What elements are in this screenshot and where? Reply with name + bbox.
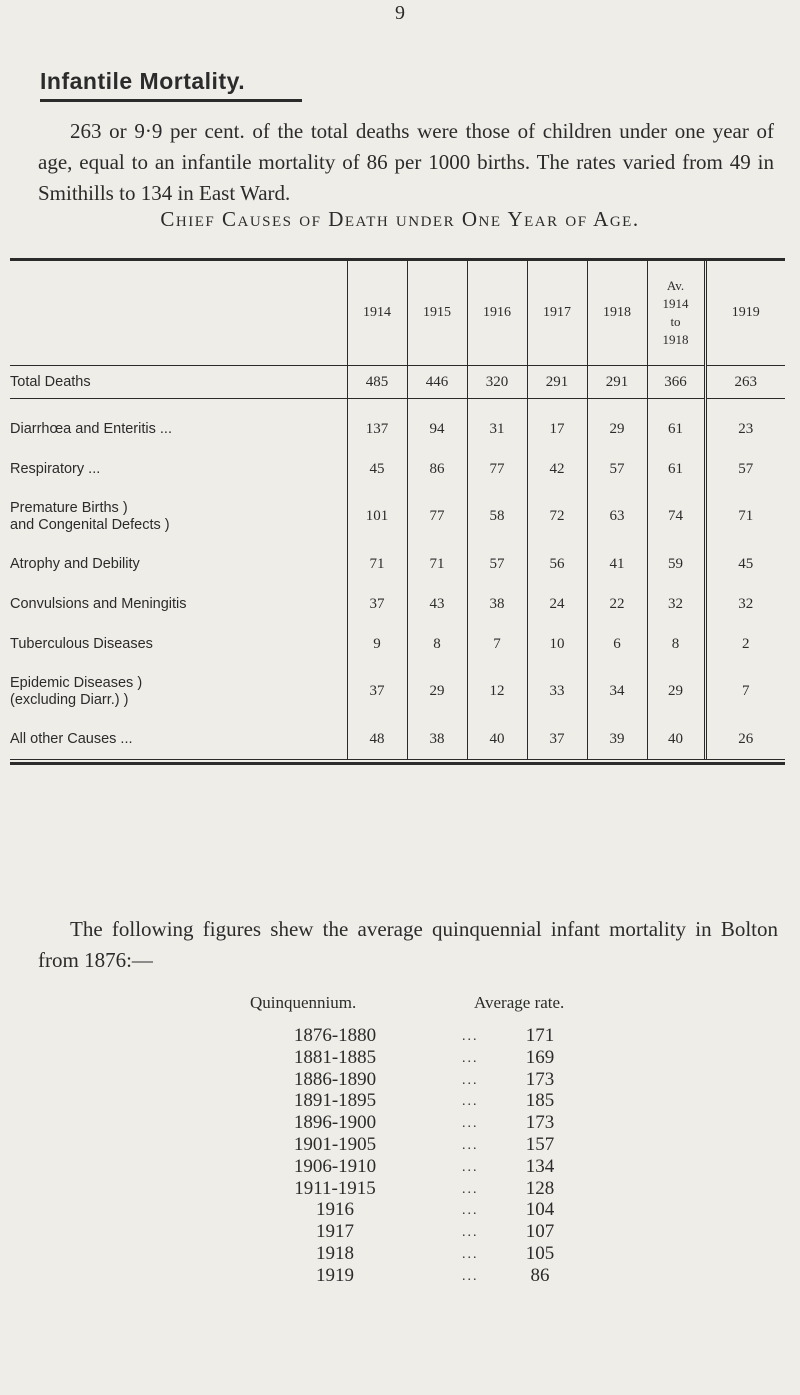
table-cell: 86 [407, 449, 467, 489]
row-label [10, 489, 347, 544]
row-label-text: Convulsions and Meningitis [10, 595, 187, 612]
header-year: 1917 [527, 261, 587, 366]
list-item [0, 1243, 800, 1265]
table-cell: 43 [407, 584, 467, 624]
quinquennium-period: 1881-1885 [293, 1046, 377, 1068]
table-cell: 26 [705, 719, 785, 759]
table-cell: 291 [587, 366, 647, 399]
spacer-cell [467, 399, 527, 410]
leader-dots: ... [462, 1072, 479, 1088]
spacer-row [10, 399, 785, 410]
table-cell: 71 [347, 544, 407, 584]
table-cell: 57 [587, 449, 647, 489]
table-cell: 8 [647, 624, 705, 664]
table-cell: 37 [347, 584, 407, 624]
list-item [0, 1178, 800, 1200]
average-rate: 173 [525, 1112, 555, 1134]
table-cell: 32 [647, 584, 705, 624]
table-cell: 48 [347, 719, 407, 759]
list-item [0, 1069, 800, 1091]
row-label-text: Atrophy and Debility [10, 555, 140, 572]
list-item [0, 1047, 800, 1069]
row-label-text: Tuberculous Diseases [10, 635, 153, 652]
list-item [0, 1025, 800, 1047]
intro-paragraph [38, 116, 774, 209]
row-label-text: and Congenital Defects ) [10, 516, 170, 533]
quinquennium-period: 1876-1880 [293, 1025, 377, 1046]
list-item [0, 1221, 800, 1243]
row-label-text: Diarrhœa and Enteritis ... [10, 420, 172, 437]
table-cell: 7 [705, 664, 785, 719]
row-label [10, 449, 347, 489]
table-cell: 101 [347, 489, 407, 544]
total-deaths-row [10, 366, 785, 399]
leader-dots: ... [462, 1050, 479, 1066]
table-cell: 320 [467, 366, 527, 399]
spacer-cell [705, 399, 785, 410]
row-label-text: Total Deaths [10, 373, 91, 390]
leader-dots: ... [462, 1029, 479, 1044]
quinquennium-period: 1901-1905 [293, 1133, 377, 1155]
table-title: Chief Causes of Death under One Year of Age. [160, 207, 640, 231]
quinquennial-paragraph [38, 914, 778, 976]
page-number: 9 [395, 2, 405, 24]
heading-underline [40, 99, 302, 102]
mortality-table-wrap [10, 258, 785, 765]
spacer-cell [347, 399, 407, 410]
table-row [10, 544, 785, 584]
row-label-text: Epidemic Diseases ) [10, 674, 143, 691]
table-cell: 29 [647, 664, 705, 719]
row-label [10, 719, 347, 759]
header-average-line: 1914 [662, 296, 689, 311]
table-cell: 57 [467, 544, 527, 584]
average-rate: 104 [525, 1199, 555, 1221]
table-header-row [10, 261, 785, 366]
table-cell: 32 [705, 584, 785, 624]
list-item [0, 1134, 800, 1156]
table-cell: 58 [467, 489, 527, 544]
average-rate: 173 [525, 1068, 555, 1090]
average-rate: 185 [525, 1090, 555, 1112]
table-cell: 61 [647, 449, 705, 489]
table-cell: 31 [467, 409, 527, 449]
table-cell: 59 [647, 544, 705, 584]
table-cell: 29 [407, 664, 467, 719]
spacer-cell [407, 399, 467, 410]
table-cell: 17 [527, 409, 587, 449]
leader-dots: ... [462, 1137, 479, 1153]
header-average-line: Av. [666, 278, 685, 293]
table-cell: 41 [587, 544, 647, 584]
table-cell: 23 [705, 409, 785, 449]
header-year: 1914 [347, 261, 407, 366]
leader-dots: ... [462, 1203, 479, 1219]
spacer-cell [587, 399, 647, 410]
table-cell: 6 [587, 624, 647, 664]
table-row [10, 719, 785, 759]
table-cell: 366 [647, 366, 705, 399]
table-cell: 45 [705, 544, 785, 584]
row-label-text: All other Causes ... [10, 730, 133, 747]
table-cell: 8 [407, 624, 467, 664]
table-cell: 71 [705, 489, 785, 544]
table-header [10, 261, 785, 366]
list-item [0, 1199, 800, 1221]
row-label [10, 624, 347, 664]
quinquennium-column-header: Quinquennium. [250, 993, 357, 1012]
section-heading: Infantile Mortality. [40, 68, 246, 94]
quinquennium-period: 1916 [316, 1199, 354, 1221]
header-year: 1915 [407, 261, 467, 366]
table-cell: 56 [527, 544, 587, 584]
table-cell: 446 [407, 366, 467, 399]
quinquennium-period: 1906-1910 [293, 1155, 377, 1177]
table-cell: 9 [347, 624, 407, 664]
table-cell: 40 [647, 719, 705, 759]
average-rate: 86 [530, 1264, 550, 1286]
header-average-line: to [670, 314, 681, 329]
table-cell: 40 [467, 719, 527, 759]
header-year: 1916 [467, 261, 527, 366]
table-cell: 22 [587, 584, 647, 624]
list-item [0, 1265, 800, 1287]
row-label-text: Respiratory ... [10, 460, 101, 477]
row-label [10, 664, 347, 719]
header-blank [10, 261, 347, 366]
table-cell: 7 [467, 624, 527, 664]
table-cell: 37 [527, 719, 587, 759]
average-rate: 169 [525, 1046, 555, 1068]
leader-dots: ... [462, 1181, 479, 1197]
row-label [10, 366, 347, 399]
table-row [10, 624, 785, 664]
leader-dots: ... [462, 1094, 479, 1110]
table-cell: 291 [527, 366, 587, 399]
table-cell: 263 [705, 366, 785, 399]
leader-dots: ... [462, 1159, 479, 1175]
table-cell: 74 [647, 489, 705, 544]
table-cell: 38 [467, 584, 527, 624]
average-rate: 171 [525, 1025, 555, 1046]
table-cell: 72 [527, 489, 587, 544]
mortality-table [10, 261, 785, 759]
table-cell: 12 [467, 664, 527, 719]
leader-dots: ... [462, 1225, 479, 1241]
table-cell: 42 [527, 449, 587, 489]
quinquennium-period: 1918 [316, 1242, 354, 1264]
average-rate: 157 [525, 1133, 555, 1155]
spacer-cell [647, 399, 705, 410]
table-cell: 2 [705, 624, 785, 664]
row-label [10, 544, 347, 584]
table-cell: 77 [467, 449, 527, 489]
header-average-line: 1918 [662, 332, 689, 347]
row-label [10, 584, 347, 624]
average-rate-column-header: Average rate. [474, 993, 565, 1012]
table-cell: 38 [407, 719, 467, 759]
table-cell: 63 [587, 489, 647, 544]
table-body [10, 366, 785, 760]
table-cell: 94 [407, 409, 467, 449]
table-row [10, 449, 785, 489]
table-cell: 71 [407, 544, 467, 584]
spacer-cell [10, 399, 347, 410]
header-year: 1918 [587, 261, 647, 366]
table-cell: 29 [587, 409, 647, 449]
quinquennium-period: 1911-1915 [294, 1177, 376, 1199]
row-label [10, 409, 347, 449]
table-cell: 45 [347, 449, 407, 489]
table-cell: 77 [407, 489, 467, 544]
average-rate: 128 [525, 1177, 555, 1199]
quinquennium-period: 1917 [316, 1221, 354, 1243]
table-cell: 485 [347, 366, 407, 399]
table-cell: 37 [347, 664, 407, 719]
spacer-cell [527, 399, 587, 410]
list-item [0, 1156, 800, 1178]
leader-dots: ... [462, 1268, 479, 1284]
leader-dots: ... [462, 1246, 479, 1262]
list-item [0, 1112, 800, 1134]
quinquennium-period: 1891-1895 [293, 1090, 377, 1112]
table-row [10, 489, 785, 544]
table-cell: 137 [347, 409, 407, 449]
quinquennial-text: The following figures shew the average quinquennial infant mortality in Bolton from 1876:— [38, 917, 778, 972]
table-cell: 24 [527, 584, 587, 624]
table-row [10, 409, 785, 449]
average-rate: 107 [525, 1221, 555, 1243]
table-row [10, 584, 785, 624]
quinquennium-period: 1896-1900 [293, 1112, 377, 1134]
table-cell: 10 [527, 624, 587, 664]
table-cell: 61 [647, 409, 705, 449]
table-bottom-rule [10, 762, 785, 765]
table-cell: 34 [587, 664, 647, 719]
quinquennium-period: 1886-1890 [293, 1068, 377, 1090]
leader-dots: ... [462, 1116, 479, 1132]
header-average [647, 261, 705, 366]
intro-text: 263 or 9·9 per cent. of the total deaths were those of children under one year of age, equal to an infantile mortality of 86 per 1000 births. The rates varied from 49 in Smithills to 134 in East Ward. [38, 119, 774, 205]
table-cell: 57 [705, 449, 785, 489]
row-label-text: (excluding Diarr.) ) [10, 691, 129, 708]
table-cell: 33 [527, 664, 587, 719]
row-label-text: Premature Births ) [10, 499, 128, 516]
table-row [10, 664, 785, 719]
average-rate: 105 [525, 1242, 555, 1264]
table-cell: 39 [587, 719, 647, 759]
quinquennial-list [0, 1025, 800, 1287]
list-item [0, 1090, 800, 1112]
header-year: 1919 [705, 261, 785, 366]
average-rate: 134 [525, 1155, 555, 1177]
quinquennium-period: 1919 [316, 1264, 354, 1286]
